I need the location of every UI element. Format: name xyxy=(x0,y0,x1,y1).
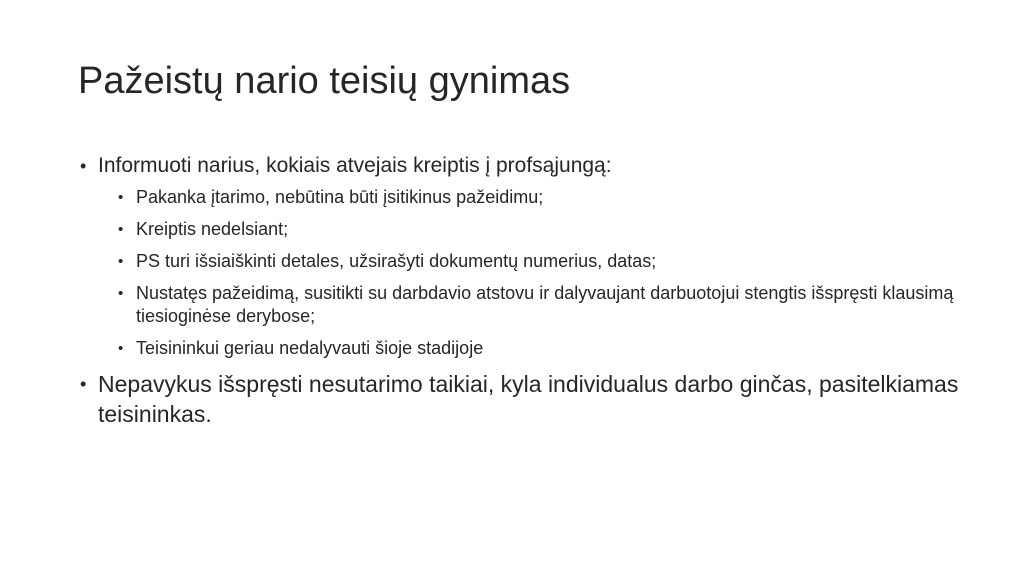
bullet-icon: • xyxy=(118,253,124,270)
bullet-icon: • xyxy=(118,221,124,238)
sub-item-1 xyxy=(116,186,978,209)
bullet-item-2 xyxy=(78,369,978,429)
bullet-icon: • xyxy=(118,189,124,206)
sub-item-text: Kreiptis nedelsiant; xyxy=(136,219,289,239)
bullet-icon: • xyxy=(118,340,124,357)
bullet-icon: • xyxy=(118,285,124,302)
sub-item-text: PS turi išsiaiškinti detales, užsirašyti dokumentų numerius, datas; xyxy=(136,251,657,271)
bullet-text: Nepavykus išspręsti nesutarimo taikiai, kyla individualus darbo ginčas, pasitelkiamas teisininkas. xyxy=(98,371,959,427)
sub-item-text: Pakanka įtarimo, nebūtina būti įsitikinus pažeidimu; xyxy=(136,187,544,207)
slide-title: Pažeistų nario teisių gynimas xyxy=(78,60,571,102)
bullet-item-1 xyxy=(78,152,978,360)
slide-content xyxy=(78,152,978,435)
sub-item-text: Nustatęs pažeidimą, susitikti su darbdavio atstovu ir dalyvaujant darbuotojui stengtis išspręsti klausimą tiesioginėse derybose; xyxy=(136,283,954,326)
sub-list xyxy=(98,186,978,360)
sub-item-5 xyxy=(116,337,978,360)
sub-item-3 xyxy=(116,250,978,273)
sub-item-text: Teisininkui geriau nedalyvauti šioje stadijoje xyxy=(136,338,484,358)
bullet-icon: • xyxy=(80,374,87,394)
bullet-icon: • xyxy=(80,156,87,176)
bullet-text: Informuoti narius, kokiais atvejais kreiptis į profsąjungą: xyxy=(98,154,612,177)
sub-item-4 xyxy=(116,282,978,328)
sub-item-2 xyxy=(116,218,978,241)
